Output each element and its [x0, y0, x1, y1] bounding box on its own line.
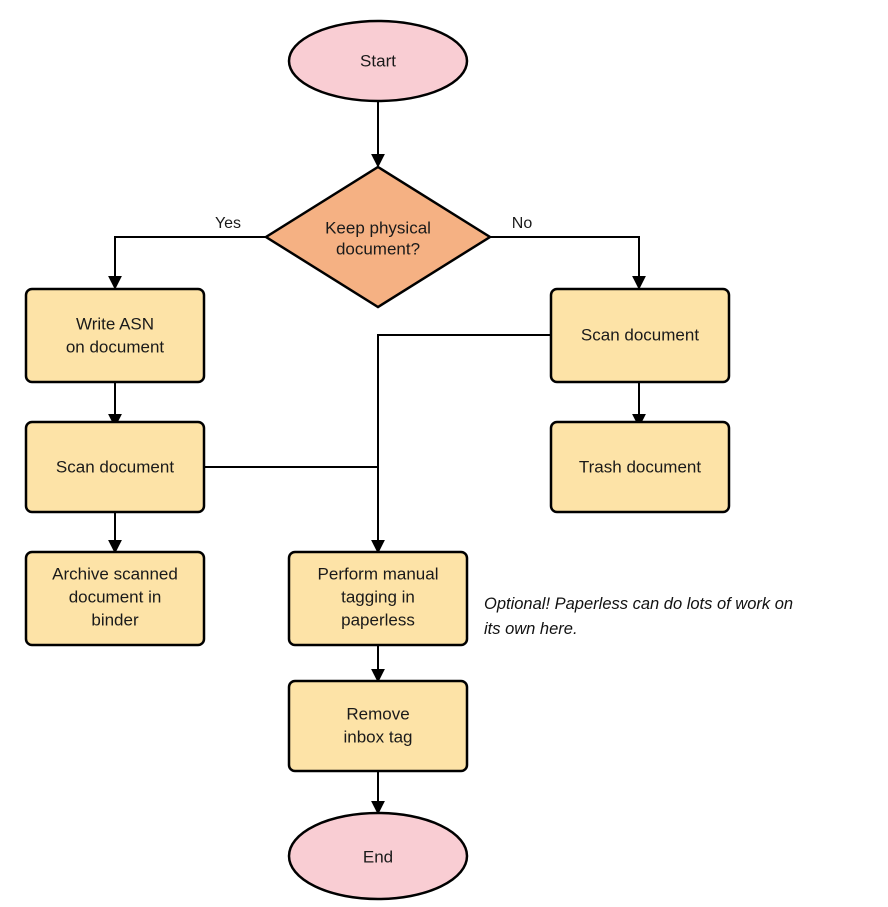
- connector-decision-no: [490, 237, 639, 287]
- node-scan-document-left-label: Scan document: [55, 457, 175, 477]
- node-write-asn-line2: on document: [65, 337, 165, 357]
- optional-note-line2: its own here.: [484, 620, 578, 638]
- node-trash-document-label: Trash document: [578, 457, 702, 477]
- edge-label-no: No: [511, 215, 533, 232]
- node-manual-tagging-line2: tagging in: [341, 587, 415, 607]
- node-remove-inbox-line1: Remove: [346, 704, 410, 724]
- node-manual-tagging-line3: paperless: [341, 610, 415, 630]
- node-manual-tagging-line1: Perform manual: [317, 564, 439, 584]
- node-remove-inbox-line2: inbox tag: [343, 727, 413, 747]
- node-decision-label-line1: Keep physical: [325, 218, 431, 238]
- edge-label-yes: Yes: [214, 215, 242, 232]
- node-scan-document-right-label: Scan document: [580, 325, 700, 345]
- connector-scanright-to-tagging: [378, 335, 551, 551]
- connector-decision-yes: [115, 237, 266, 287]
- node-archive-line3: binder: [91, 610, 139, 630]
- node-start-label: Start: [360, 51, 396, 71]
- node-remove-inbox-tag[interactable]: [289, 681, 467, 771]
- node-archive-line2: document in: [68, 587, 162, 607]
- optional-note-line1: Optional! Paperless can do lots of work on: [484, 595, 794, 613]
- node-write-asn[interactable]: [26, 289, 204, 382]
- node-write-asn-line1: Write ASN: [75, 314, 155, 334]
- node-end-label: End: [362, 847, 394, 867]
- node-decision-label-line2: document?: [335, 239, 421, 259]
- node-archive-line1: Archive scanned: [52, 564, 178, 584]
